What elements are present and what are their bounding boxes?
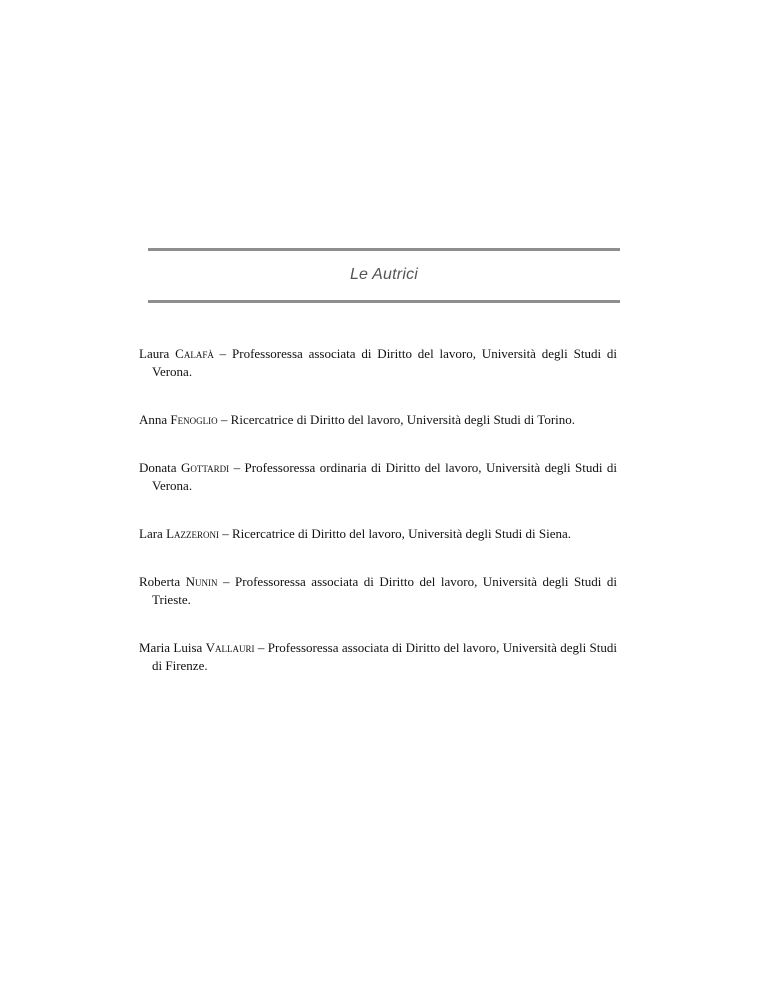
author-first-name: Donata [139,460,177,475]
author-description: – Professoressa associata di Diritto del lavoro, Università degli Studi di Trieste. [152,574,618,607]
author-description: – Professoressa associata di Diritto del lavoro, Università degli Studi di Verona. [152,346,618,379]
author-surname: Nunin [185,574,218,589]
author-entry [139,639,617,675]
author-first-name: Roberta [139,574,181,589]
author-description: – Ricercatrice di Diritto del lavoro, Università degli Studi di Torino. [217,412,576,427]
author-entry [139,459,617,495]
author-first-name: Anna [139,412,168,427]
section-heading [148,248,620,304]
bottom-rule [148,300,620,303]
author-surname: Fenoglio [170,412,218,427]
author-first-name: Maria Luisa [139,640,203,655]
author-entry [139,525,617,543]
author-list [139,345,617,705]
author-surname: Vallauri [205,640,255,655]
author-description: – Professoressa ordinaria di Diritto del lavoro, Università degli Studi di Verona. [152,460,618,493]
top-rule [148,248,620,251]
author-surname: Lazzeroni [166,526,219,541]
author-entry [139,345,617,381]
section-title: Le Autrici [349,266,419,283]
author-first-name: Lara [139,526,163,541]
author-entry [139,411,617,429]
author-surname: Gottardi [181,460,230,475]
author-description: – Professoressa associata di Diritto del lavoro, Università degli Studi di Firenze. [152,640,618,673]
author-entry [139,573,617,609]
author-description: – Ricercatrice di Diritto del lavoro, Università degli Studi di Siena. [219,526,571,541]
author-surname: Calafà [175,346,214,361]
author-first-name: Laura [139,346,170,361]
